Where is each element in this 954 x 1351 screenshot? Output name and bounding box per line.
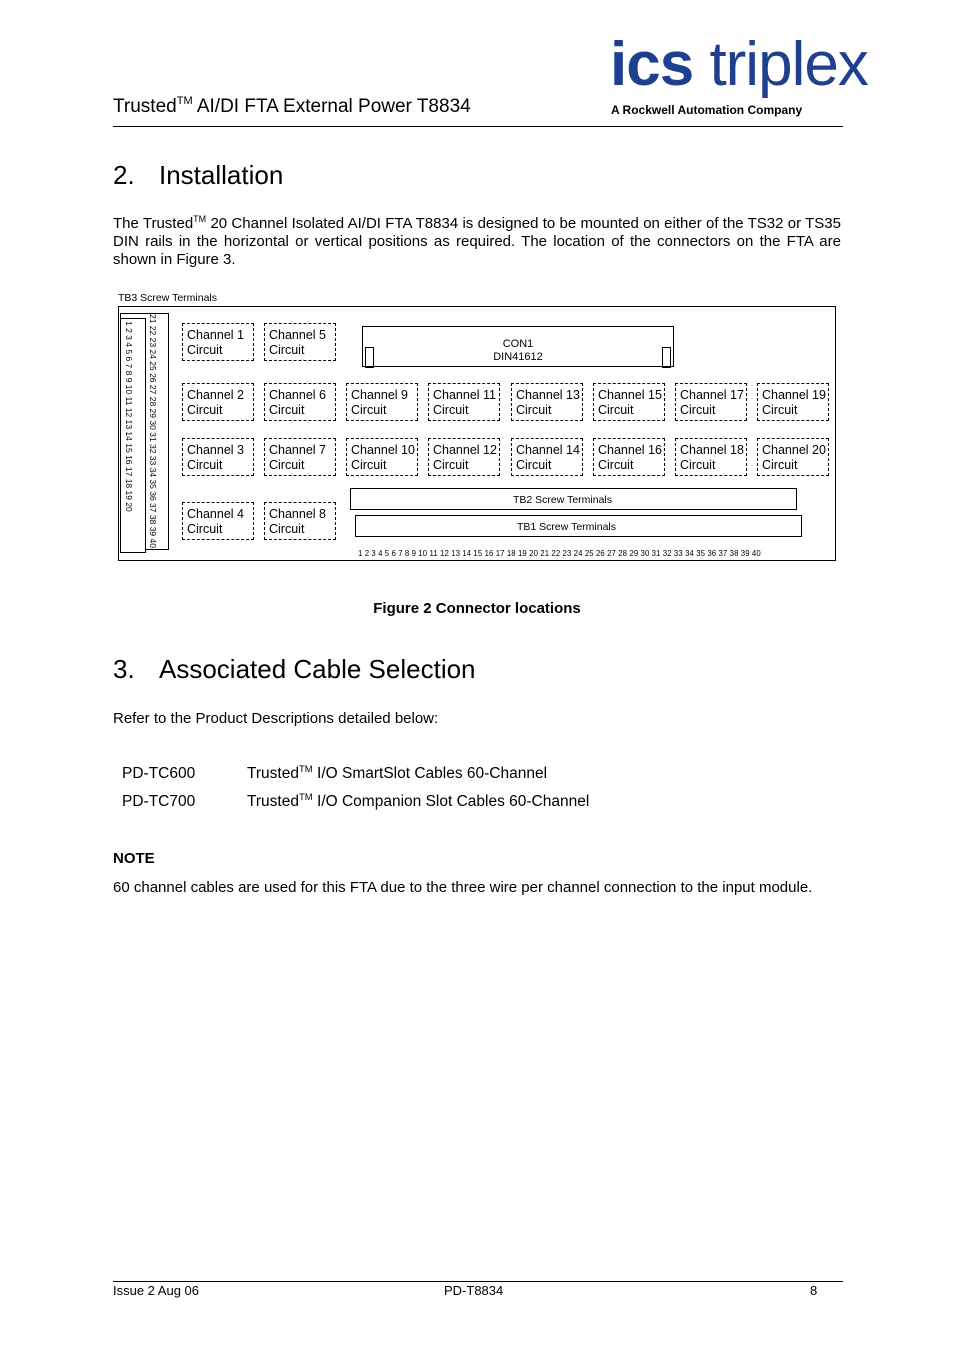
channel-8-circuit: Channel 8 Circuit (264, 502, 336, 540)
channel-14-circuit: Channel 14 Circuit (511, 438, 583, 476)
con1-label: CON1 (502, 338, 534, 350)
logo-tagline: A Rockwell Automation Company (611, 103, 803, 117)
footer-issue: Issue 2 Aug 06 (113, 1283, 200, 1298)
con1-right-ear (662, 347, 671, 368)
tb2-screw-terminals: TB2 Screw Terminals (350, 488, 797, 510)
tb3-numbers-21-40: 21 22 23 24 25 26 27 28 29 30 31 32 33 34 35 36 37 38 39 40 (148, 314, 158, 548)
section-2-heading: 2. Installation (113, 160, 284, 190)
con1-part-number: DIN41612 (493, 351, 543, 363)
header-divider (113, 126, 843, 127)
installation-paragraph: The Trusted™ 20 Channel Isolated AI/DI FTA T8834 is designed to be mounted on either of the TS32 or TS35 DIN rails in the horizontal or vertical positions as required. The location of the connectors on the FTA are shown in Figure 3. (113, 214, 841, 268)
channel-2-circuit: Channel 2 Circuit (182, 383, 254, 421)
channel-10-circuit: Channel 10 Circuit (346, 438, 418, 476)
ics-triplex-logo: ics triplex (610, 30, 868, 99)
channel-15-circuit: Channel 15 Circuit (593, 383, 665, 421)
channel-5-circuit: Channel 5 Circuit (264, 323, 336, 361)
channel-16-circuit: Channel 16 Circuit (593, 438, 665, 476)
product-row: PD-TC700 Trusted™ I/O Companion Slot Cables 60-Channel (122, 792, 590, 810)
figure-caption: Figure 2 Connector locations (373, 600, 581, 617)
con1-connector (362, 326, 674, 367)
channel-7-circuit: Channel 7 Circuit (264, 438, 336, 476)
channel-6-circuit: Channel 6 Circuit (264, 383, 336, 421)
tb3-numbers-1-20: 1 2 3 4 5 6 7 8 9 10 11 12 13 14 15 16 17 18 19 20 (124, 321, 134, 512)
tb3-label: TB3 Screw Terminals (118, 292, 218, 304)
footer-page-number: 8 (810, 1283, 818, 1298)
channel-1-circuit: Channel 1 Circuit (182, 323, 254, 361)
channel-11-circuit: Channel 11 Circuit (428, 383, 500, 421)
product-row: PD-TC600 Trusted™ I/O SmartSlot Cables 60-Channel (122, 764, 548, 782)
con1-left-ear (365, 347, 374, 368)
footer-doc-id: PD-T8834 (444, 1283, 504, 1298)
section-3-heading: 3. Associated Cable Selection (113, 654, 476, 684)
channel-20-circuit: Channel 20 Circuit (757, 438, 829, 476)
channel-13-circuit: Channel 13 Circuit (511, 383, 583, 421)
channel-18-circuit: Channel 18 Circuit (675, 438, 747, 476)
note-text: 60 channel cables are used for this FTA due to the three wire per channel connection to the input module. (113, 879, 813, 896)
note-heading: NOTE (113, 850, 155, 867)
channel-19-circuit: Channel 19 Circuit (757, 383, 829, 421)
channel-4-circuit: Channel 4 Circuit (182, 502, 254, 540)
footer-divider (113, 1281, 843, 1282)
tb1-screw-terminals: TB1 Screw Terminals (355, 515, 802, 537)
channel-12-circuit: Channel 12 Circuit (428, 438, 500, 476)
channel-9-circuit: Channel 9 Circuit (346, 383, 418, 421)
document-title: Trusted™ AI/DI FTA External Power T8834 (113, 95, 471, 117)
cable-intro-text: Refer to the Product Descriptions detailed below: (113, 710, 439, 727)
channel-3-circuit: Channel 3 Circuit (182, 438, 254, 476)
tb-terminal-numbers: 1 2 3 4 5 6 7 8 9 10 11 12 13 14 15 16 17 18 19 20 21 22 23 24 25 26 27 28 29 30 31 32 33 34 35 36 37 38 39 40 (358, 549, 761, 558)
channel-17-circuit: Channel 17 Circuit (675, 383, 747, 421)
